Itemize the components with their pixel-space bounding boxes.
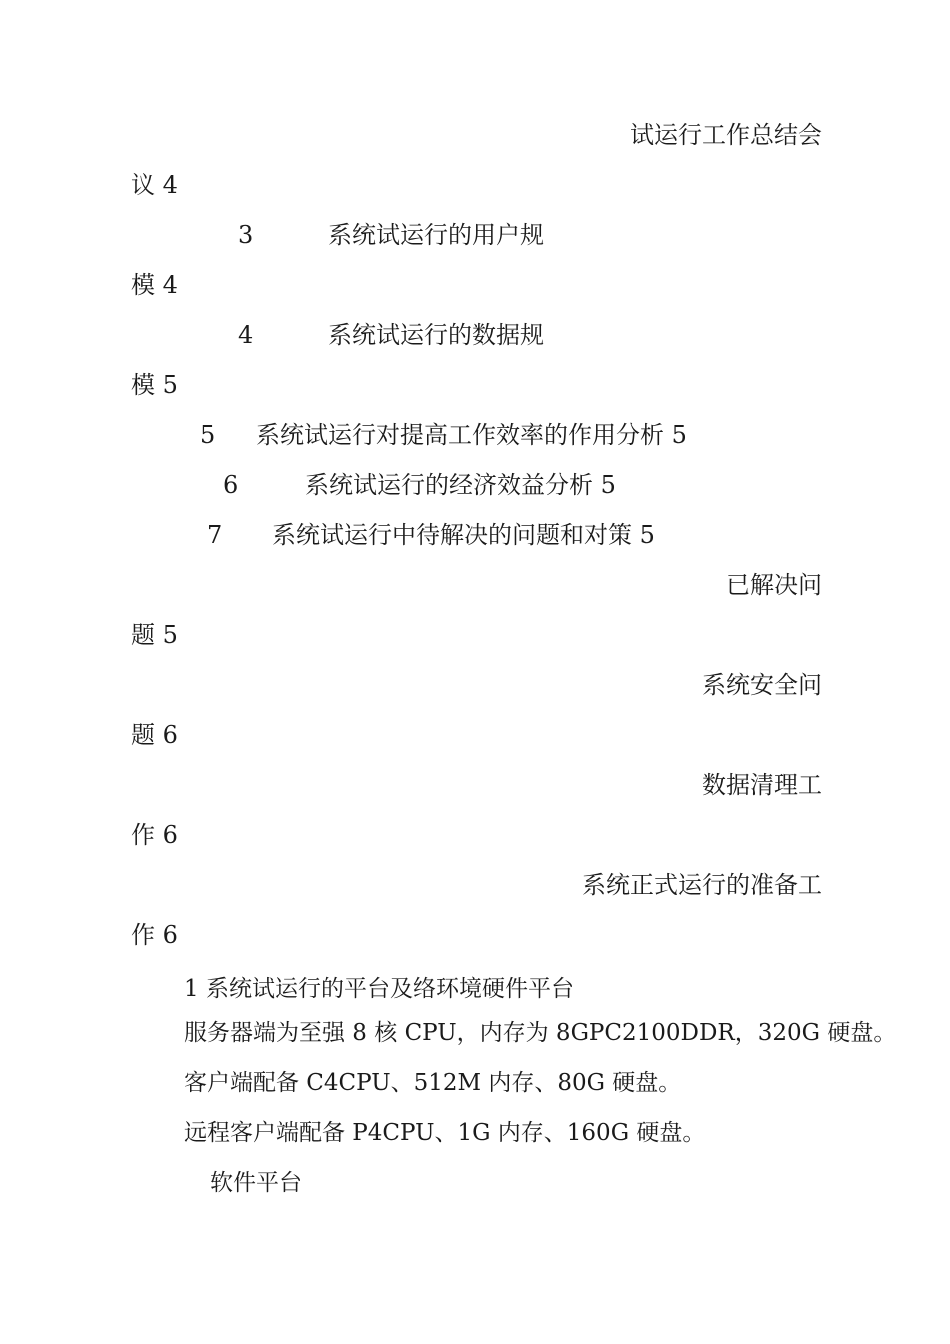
section-heading [184,974,574,1004]
toc-entry-continuation: 题 6 [131,721,178,749]
toc-entry-continuation: 议 4 [131,171,178,199]
toc-entry-3 [328,220,544,250]
remote-client-spec-line [184,1118,705,1148]
toc-entry-security [702,670,822,700]
toc-entry-resolved [726,570,822,600]
toc-entry-number: 4 [238,321,254,349]
toc-entry-text: 试运行工作总结会 [630,121,822,149]
toc-entry-7 [272,520,655,550]
server-spec-text: 服务器端为至强 8 核 CPU，内存为 8GPC2100DDR，320G 硬盘。 [184,1020,897,1046]
toc-entry-formal [582,870,822,900]
toc-entry-4-cont [131,370,178,400]
toc-entry-text: 系统试运行对提高工作效率的作用分析 5 [256,421,687,449]
toc-entry-continuation: 模 5 [131,371,178,399]
toc-entry-3-cont [131,270,178,300]
toc-entry-text: 数据清理工 [702,771,822,799]
toc-entry-text: 系统试运行的用户规 [328,221,544,249]
toc-entry-text: 系统安全问 [702,671,822,699]
toc-entry-3-number [238,220,253,250]
toc-entry-security-cont [131,720,178,750]
toc-entry-resolved-cont [131,620,178,650]
toc-entry-continuation: 模 4 [131,271,178,299]
toc-entry-text: 系统正式运行的准备工 [582,871,822,899]
toc-entry-continuation: 题 5 [131,621,178,649]
software-platform-heading [210,1168,302,1198]
section-heading-text: 1 系统试运行的平台及络环境硬件平台 [184,976,574,1002]
toc-entry-summary-meeting [630,120,822,150]
toc-entry-number: 6 [223,471,239,499]
toc-entry-6-number [223,470,238,500]
toc-entry-4-number [238,320,253,350]
toc-entry-text: 系统试运行中待解决的问题和对策 5 [272,521,655,549]
toc-entry-continuation: 作 6 [131,821,178,849]
toc-entry-text: 系统试运行的数据规 [328,321,544,349]
toc-entry-6 [305,470,616,500]
toc-entry-continuation: 作 6 [131,921,178,949]
remote-client-spec-text: 远程客户端配备 P4CPU、1G 内存、160G 硬盘。 [184,1120,706,1146]
toc-entry-5-number [200,420,215,450]
toc-entry-cleanup-cont [131,820,178,850]
server-spec-line [184,1018,896,1048]
toc-entry-summary-meeting-cont [131,170,178,200]
toc-entry-4 [328,320,544,350]
toc-entry-7-number [207,520,222,550]
toc-entry-text: 系统试运行的经济效益分析 5 [305,471,616,499]
toc-entry-formal-cont [131,920,178,950]
toc-entry-cleanup [702,770,822,800]
toc-entry-number: 5 [200,421,216,449]
client-spec-text: 客户端配备 C4CPU、512M 内存、80G 硬盘。 [184,1070,682,1096]
software-platform-text: 软件平台 [210,1170,302,1196]
toc-entry-text: 已解决问 [726,571,822,599]
toc-entry-number: 7 [207,521,223,549]
client-spec-line [184,1068,681,1098]
toc-entry-number: 3 [238,221,254,249]
toc-entry-5 [256,420,687,450]
